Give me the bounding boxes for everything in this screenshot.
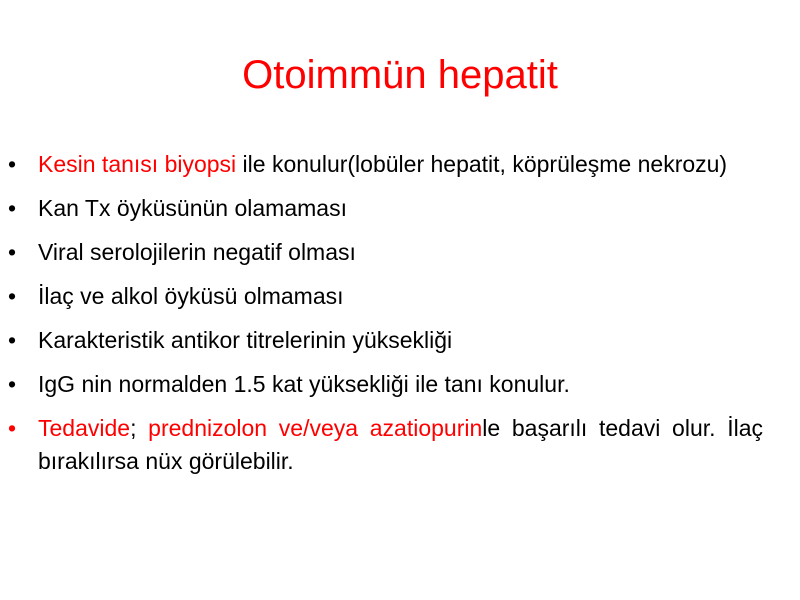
slide-title: Otoimmün hepatit — [242, 53, 558, 97]
bullet-item — [8, 148, 763, 181]
bullet-item — [8, 192, 763, 225]
bullet-text: ile konulur(lobüler hepatit, köprüleşme nekrozu) — [236, 151, 728, 177]
bullet-item — [8, 236, 763, 269]
bullet-highlight-text: Kesin tanısı biyopsi — [38, 151, 237, 177]
bullet-text: IgG nin normalden 1.5 kat yüksekliği ile tanı konulur. — [38, 371, 570, 397]
bullet-marker: • — [8, 195, 17, 221]
bullet-text: ; — [130, 415, 149, 441]
bullet-text: Karakteristik antikor titrelerinin yüksekliği — [38, 327, 453, 353]
bullet-text: İlaç ve alkol öyküsü olmaması — [38, 283, 344, 309]
bullet-marker: • — [8, 415, 17, 441]
bullet-item — [8, 280, 763, 313]
bullet-text: Kan Tx öyküsünün olamaması — [38, 195, 347, 221]
bullet-text: le başarılı tedavi olur. İlaç bırakılırsa nüx görülebilir. — [38, 415, 764, 474]
bullet-marker: • — [8, 283, 17, 309]
bullet-marker: • — [8, 327, 17, 353]
bullet-marker: • — [8, 371, 17, 397]
bullet-highlight-text: Tedavide — [38, 415, 131, 441]
bullet-marker: • — [8, 151, 17, 177]
bullet-list — [8, 148, 763, 489]
bullet-marker: • — [8, 239, 17, 265]
bullet-item — [8, 412, 763, 478]
bullet-text: Viral serolojilerin negatif olması — [38, 239, 356, 265]
bullet-item — [8, 324, 763, 357]
bullet-highlight-text: prednizolon ve/veya azatiopurin — [148, 415, 483, 441]
bullet-item — [8, 368, 763, 401]
